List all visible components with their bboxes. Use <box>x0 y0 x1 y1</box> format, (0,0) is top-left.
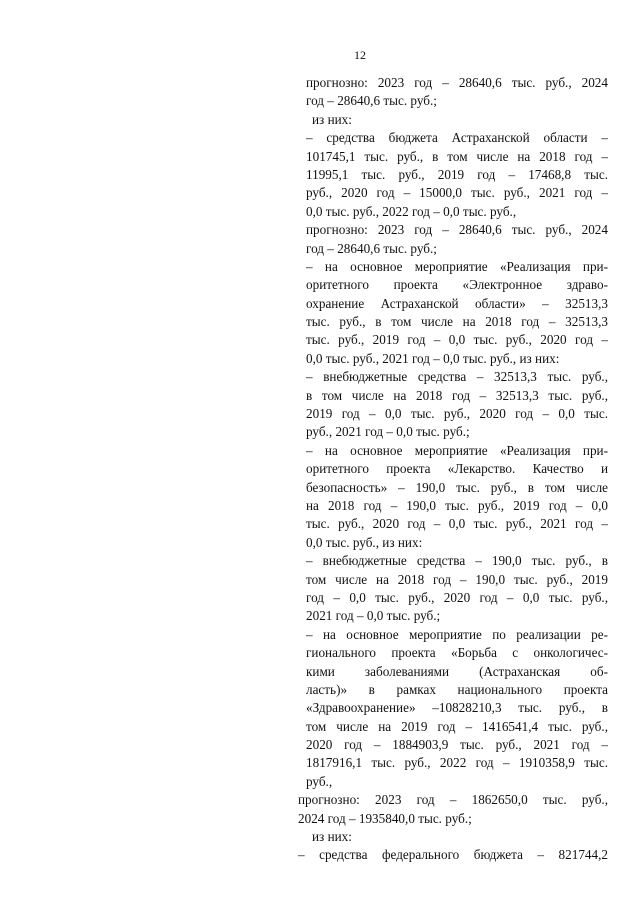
text-line: 0,0 тыс. руб., 2021 год – 0,0 тыс. руб., из них: <box>306 350 560 366</box>
text-line: 2024 год – 1935840,0 тыс. руб.; <box>298 810 472 826</box>
text-line: оритетного проекта «Электронное здраво- <box>306 277 608 293</box>
text-line: 0,0 тыс. руб., из них: <box>306 534 423 550</box>
text-line: оритетного проекта «Лекарство. Качество и <box>306 461 608 477</box>
text-line: тыс. руб., в том числе на 2018 год – 32513,3 <box>306 314 608 330</box>
text-line: кими заболеваниями (Астраханская об- <box>306 663 608 679</box>
text-line: – внебюджетные средства – 190,0 тыс. руб., в <box>306 553 608 569</box>
text-line: год – 0,0 тыс. руб., 2020 год – 0,0 тыс. руб., <box>306 589 608 605</box>
text-line: руб., 2021 год – 0,0 тыс. руб.; <box>306 424 470 440</box>
text-line: – на основное мероприятие «Реализация при- <box>306 258 608 274</box>
document-text-column <box>298 74 608 865</box>
text-line: на 2018 год – 190,0 тыс. руб., 2019 год – 0,0 <box>306 497 608 513</box>
page-number: 12 <box>354 48 366 62</box>
text-line: 101745,1 тыс. руб., в том числе на 2018 год – <box>306 148 608 164</box>
text-line: год – 28640,6 тыс. руб.; <box>306 240 437 256</box>
text-line: прогнозно: 2023 год – 1862650,0 тыс. руб., <box>298 792 608 808</box>
text-line: руб., <box>306 773 333 789</box>
text-line: охранение Астраханской области» – 32513,3 <box>306 295 608 311</box>
text-line: – средства бюджета Астраханской области – <box>306 130 608 146</box>
text-line: – на основное мероприятие по реализации ре- <box>306 626 608 642</box>
text-line: год – 28640,6 тыс. руб.; <box>306 93 437 109</box>
text-line: руб., 2020 год – 15000,0 тыс. руб., 2021 год – <box>306 185 608 201</box>
text-line: – на основное мероприятие «Реализация при- <box>306 442 608 458</box>
text-line: безопасность» – 190,0 тыс. руб., в том числе <box>306 479 608 495</box>
text-line: 2021 год – 0,0 тыс. руб.; <box>306 608 441 624</box>
text-line: прогнозно: 2023 год – 28640,6 тыс. руб., 2024 <box>306 75 608 90</box>
text-line: в том числе на 2018 год – 32513,3 тыс. руб., <box>306 387 608 403</box>
text-line: тыс. руб., 2020 год – 0,0 тыс. руб., 2021 год – <box>306 516 608 532</box>
text-line: 2019 год – 0,0 тыс. руб., 2020 год – 0,0 тыс. <box>306 406 608 422</box>
text-line: – внебюджетные средства – 32513,3 тыс. руб., <box>306 369 608 385</box>
text-line: 1817916,1 тыс. руб., 2022 год – 1910358,9 тыс. <box>306 755 608 771</box>
text-line: том числе на 2018 год – 190,0 тыс. руб., 2019 <box>306 571 608 587</box>
text-line: из них: <box>312 829 352 845</box>
text-line: гионального проекта «Борьба с онкологичес- <box>306 645 608 661</box>
text-line: «Здравоохранение» –10828210,3 тыс. руб., в <box>306 700 608 716</box>
text-line: 11995,1 тыс. руб., 2019 год – 17468,8 тыс. <box>306 166 608 182</box>
text-line: 2020 год – 1884903,9 тыс. руб., 2021 год – <box>306 737 608 753</box>
text-line: из них: <box>312 111 352 127</box>
text-line: тыс. руб., 2019 год – 0,0 тыс. руб., 2020 год – <box>306 332 608 348</box>
text-line: 0,0 тыс. руб., 2022 год – 0,0 тыс. руб., <box>306 203 517 219</box>
text-line: ласть)» в рамках национального проекта <box>306 681 608 697</box>
text-line: том числе на 2019 год – 1416541,4 тыс. руб., <box>306 718 608 734</box>
text-line: прогнозно: 2023 год – 28640,6 тыс. руб., 2024 <box>306 222 608 238</box>
text-line: – средства федерального бюджета – 821744,2 <box>298 847 608 863</box>
